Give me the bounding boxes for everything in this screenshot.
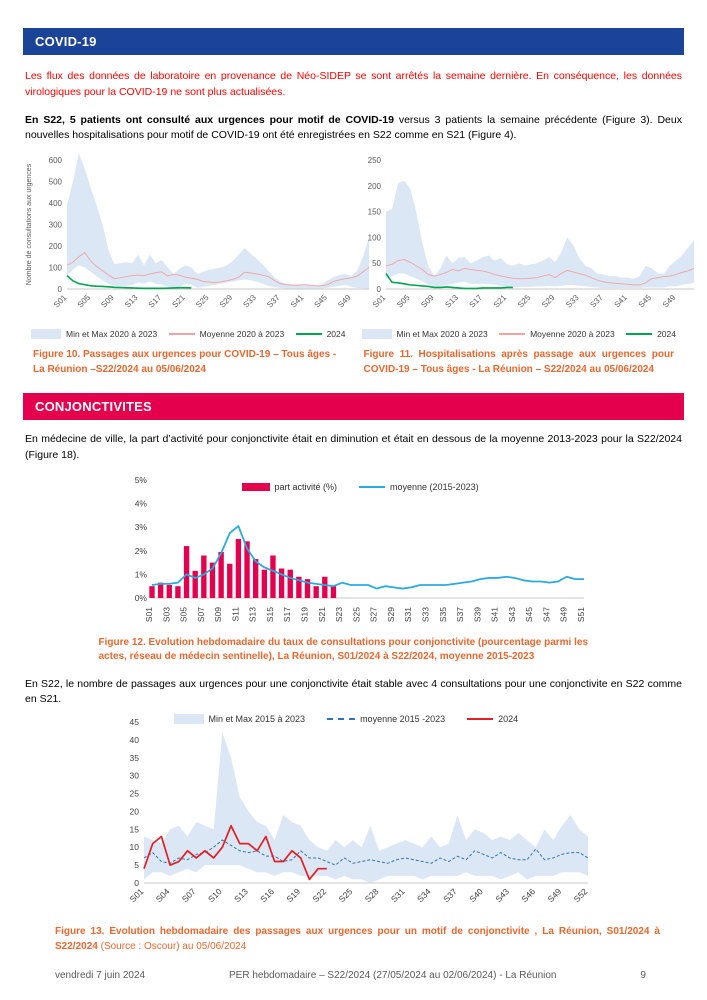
x-tick-label: S49: [558, 606, 569, 622]
y-tick-label: 2%: [134, 545, 147, 556]
y-tick-label: 25: [129, 788, 139, 799]
x-tick-label: S47: [540, 606, 551, 622]
footer-date: vendredi 7 juin 2024: [55, 970, 146, 981]
line-swatch-icon: [169, 333, 195, 335]
x-tick-label: S13: [123, 293, 140, 310]
figure-11-block: [354, 152, 685, 377]
legend-item: [242, 482, 338, 492]
y-tick-label: 30: [129, 770, 139, 781]
x-tick-label: S33: [241, 293, 258, 310]
y-tick-label: 50: [371, 259, 381, 269]
x-tick-label: S31: [388, 886, 407, 905]
x-tick-label: S10: [205, 886, 224, 905]
figure-10-block: [23, 152, 354, 377]
footer-report-title: PER hebdomadaire – S22/2024 (27/05/2024 au 02/06/2024) - La Réunion: [229, 970, 557, 981]
figure-10-svg: [23, 152, 375, 327]
minmax-band: [144, 733, 588, 883]
x-tick-label: S05: [75, 293, 93, 310]
covid-charts-row: [23, 152, 684, 377]
covid-summary-rest: versus 3 patients la semaine précédente (Figure 3). Deux nouvelles hospitalisations pour motif de COVID-19 ont été enregistrées en S22 comme en S21 (Figure 4).: [25, 113, 682, 142]
minmax-band: [67, 154, 369, 289]
figure-11-caption: Figure 11. Hospitalisations après passage aux urgences pour COVID-19 – Tous âges - La Réunion – S22/2024 au 05/06/2024: [363, 349, 674, 375]
covid-section-title: COVID-19: [35, 34, 97, 49]
x-tick-label: S17: [281, 606, 292, 622]
figure-13-legend: [174, 714, 541, 724]
y-tick-label: 5%: [134, 474, 147, 485]
x-tick-label: S39: [471, 606, 482, 622]
x-tick-label: S40: [466, 886, 485, 905]
legend-label: 2024: [657, 329, 676, 339]
legend-item: [359, 482, 479, 492]
x-tick-label: S43: [492, 886, 511, 905]
x-tick-label: S19: [283, 886, 302, 905]
x-tick-label: S41: [612, 293, 629, 310]
x-tick-label: S09: [212, 606, 223, 622]
series-line: [152, 526, 584, 589]
x-tick-label: S11: [229, 606, 240, 621]
x-tick-label: S45: [312, 293, 329, 310]
x-tick-label: S37: [440, 886, 459, 905]
legend-item: [467, 714, 518, 724]
y-tick-label: 3%: [134, 521, 147, 532]
x-tick-label: S17: [467, 293, 484, 310]
figure-13-svg: [114, 714, 594, 919]
legend-label: 2024: [326, 329, 346, 339]
legend-item: [327, 714, 445, 724]
y-tick-label: 600: [48, 156, 62, 165]
x-tick-label: S07: [179, 886, 198, 905]
figure-13-chart: [114, 714, 594, 919]
y-tick-label: 100: [48, 263, 62, 273]
x-tick-label: S25: [194, 293, 211, 310]
x-tick-label: S09: [418, 293, 436, 310]
line-swatch-icon: [626, 333, 652, 335]
y-tick-label: 100: [367, 233, 381, 243]
y-tick-label: 0%: [134, 592, 147, 603]
legend-item: [362, 329, 488, 339]
x-tick-label: S13: [231, 886, 250, 905]
conjonctivites-urgences-text: En S22, le nombre de passages aux urgences pour une conjonctivite était stable avec 4 consultations pour une conjonctivite en S22 comme en S21.: [25, 677, 682, 706]
x-tick-label: S41: [288, 293, 306, 310]
y-tick-label: 200: [367, 181, 381, 191]
figure-11-legend: [354, 329, 685, 339]
figure-11-svg: [354, 152, 702, 327]
figure-12-chart: [114, 470, 594, 628]
x-tick-label: S05: [178, 606, 189, 622]
legend-label: moyenne 2015 -2023: [360, 714, 446, 724]
figure-12-legend: [242, 482, 501, 492]
line-swatch-icon: [499, 333, 525, 335]
bar: [149, 586, 154, 598]
band-swatch-icon: [362, 329, 392, 339]
conjonctivites-section-banner: [23, 393, 684, 420]
y-tick-label: 20: [129, 806, 139, 817]
band-swatch-icon: [174, 714, 204, 724]
y-tick-label: 200: [48, 242, 62, 251]
y-tick-label: 4%: [134, 498, 147, 509]
legend-label: Moyenne 2020 à 2023: [199, 329, 285, 339]
x-tick-label: S45: [523, 606, 534, 622]
x-tick-label: S25: [350, 606, 361, 622]
y-tick-label: 5: [133, 860, 139, 871]
y-tick-label: 400: [48, 199, 62, 208]
x-tick-label: S16: [257, 886, 276, 905]
legend-label: Moyenne 2020 à 2023: [530, 329, 615, 339]
bar: [313, 586, 318, 598]
y-tick-label: 40: [129, 734, 139, 745]
legend-item: [296, 329, 346, 339]
bar: [218, 551, 223, 597]
figure-10-chart: [23, 152, 354, 327]
x-tick-label: S01: [143, 606, 154, 622]
page-footer: [23, 970, 684, 981]
legend-item: [499, 329, 615, 339]
bar: [330, 586, 335, 598]
x-tick-label: S23: [333, 606, 344, 622]
y-tick-label: 15: [129, 824, 139, 835]
x-tick-label: S13: [442, 293, 460, 310]
x-tick-label: S46: [518, 886, 537, 905]
x-tick-label: S17: [146, 293, 164, 310]
x-tick-label: S01: [51, 293, 69, 310]
x-tick-label: S21: [491, 293, 508, 310]
x-tick-label: S43: [506, 606, 517, 622]
legend-label: part activité (%): [274, 481, 338, 492]
x-tick-label: S29: [217, 293, 235, 310]
x-tick-label: S19: [299, 606, 310, 622]
legend-item: [174, 714, 306, 724]
x-tick-label: S29: [539, 293, 557, 310]
y-tick-label: 0: [57, 285, 62, 294]
dash-swatch-icon: [327, 718, 355, 720]
x-tick-label: S41: [489, 606, 500, 622]
figure-12-block: [114, 470, 594, 628]
x-tick-label: S03: [160, 606, 171, 622]
line-swatch-icon: [359, 486, 385, 488]
covid-summary-bold: En S22, 5 patients ont consulté aux urgences pour motif de COVID-19: [25, 113, 394, 126]
figure-13-caption: [55, 925, 660, 954]
bar: [235, 539, 240, 598]
y-axis-label: Nombre de consultations aux urgences: [26, 163, 33, 286]
x-tick-label: S49: [336, 293, 353, 310]
y-tick-label: 10: [129, 842, 139, 853]
bar: [253, 559, 258, 598]
legend-label: 2024: [498, 714, 519, 724]
legend-item: [169, 329, 285, 339]
x-tick-label: S49: [660, 293, 677, 310]
band-swatch-icon: [31, 329, 61, 339]
x-tick-label: S49: [545, 886, 563, 905]
bar-swatch-icon: [242, 483, 270, 491]
x-tick-label: S33: [563, 293, 581, 310]
bar: [192, 570, 197, 597]
x-tick-label: S21: [170, 293, 187, 310]
y-tick-label: 300: [48, 220, 62, 230]
legend-item: [626, 329, 676, 339]
bar: [261, 569, 266, 597]
figure-11-chart: [354, 152, 685, 327]
bar: [322, 576, 327, 597]
x-tick-label: S52: [571, 886, 589, 905]
x-tick-label: S34: [414, 886, 433, 905]
footer-page-number: 9: [640, 970, 646, 981]
legend-label: Min et Max 2020 à 2023: [66, 329, 158, 339]
y-tick-label: 1%: [134, 568, 147, 579]
figure-10-caption: Figure 10. Passages aux urgences pour COVID-19 – Tous âges - La Réunion –S22/2024 au 05/06/2024: [33, 349, 337, 375]
y-tick-label: 250: [367, 156, 381, 165]
x-tick-label: S37: [265, 293, 282, 310]
bar: [227, 563, 232, 597]
figure-12-caption: Figure 12. Evolution hebdomadaire du taux de consultations pour conjonctivite (pourcentage parmi les actes, réseau de médecin sentinelle), La Réunion, S01/2024 à S22/2024, moyenne 2015-2023: [98, 636, 589, 662]
y-tick-label: 0: [376, 285, 381, 294]
y-tick-label: 500: [48, 177, 62, 187]
bar: [175, 586, 180, 598]
x-tick-label: S15: [264, 606, 275, 622]
line-swatch-icon: [467, 718, 493, 720]
minmax-band: [386, 181, 694, 288]
legend-label: Min et Max 2020 à 2023: [396, 329, 488, 339]
y-tick-label: 150: [367, 207, 381, 217]
y-tick-label: 35: [129, 752, 139, 763]
legend-label: moyenne (2015-2023): [390, 481, 479, 492]
covid-alert-text: Les flux des données de laboratoire en provenance de Néo-SIDEP se sont arrêtés la semaine dernière. En conséquence, les données virologiques pour la COVID-19 ne sont plus actualisées.: [25, 70, 682, 98]
x-tick-label: S37: [587, 293, 605, 310]
x-tick-label: S27: [368, 606, 379, 622]
x-tick-label: S33: [419, 606, 430, 622]
x-tick-label: S05: [394, 293, 412, 310]
x-tick-label: S13: [247, 606, 258, 622]
x-tick-label: S37: [454, 606, 465, 622]
covid-section-banner: [23, 28, 684, 55]
x-tick-label: S31: [402, 606, 413, 622]
bar: [287, 569, 292, 597]
covid-summary-text: [25, 113, 682, 145]
figure-12-svg: [114, 470, 594, 628]
legend-label: Min et Max 2015 à 2023: [208, 714, 306, 724]
x-tick-label: S21: [316, 606, 327, 622]
bar: [201, 555, 206, 597]
bar: [183, 546, 188, 598]
conjonctivites-section-title: CONJONCTIVITES: [35, 399, 152, 414]
line-swatch-icon: [296, 333, 322, 335]
x-tick-label: S25: [515, 293, 532, 310]
x-tick-label: S25: [336, 886, 354, 905]
x-tick-label: S51: [575, 606, 586, 622]
figure-13-caption-main: Figure 13. Evolution hebdomadaire des passages aux urgences pour un motif de conjonctivite , La Réunion, S01/2024 à S22/2024: [55, 926, 660, 952]
x-tick-label: S45: [636, 293, 653, 310]
y-tick-label: 45: [129, 717, 139, 727]
y-tick-label: 0: [133, 878, 139, 888]
x-tick-label: S35: [437, 606, 448, 622]
x-tick-label: S01: [370, 293, 387, 310]
x-tick-label: S29: [385, 606, 396, 622]
figure-13-block: [114, 714, 594, 919]
figure-13-caption-source: (Source : Oscour) au 05/06/2024: [100, 940, 247, 952]
x-tick-label: S04: [153, 886, 172, 905]
conjonctivites-ville-text: En médecine de ville, la part d’activité pour conjonctivite était en diminution et était en dessous de la moyenne 2013-2023 pour la S22/2024 (Figure 18).: [25, 433, 682, 461]
x-tick-label: S28: [362, 886, 380, 905]
legend-item: [31, 329, 157, 339]
bar: [270, 555, 275, 597]
x-tick-label: S07: [195, 606, 206, 622]
x-tick-label: S01: [127, 886, 145, 905]
bar: [166, 585, 171, 598]
x-tick-label: S09: [99, 293, 116, 310]
figure-10-legend: [23, 329, 354, 339]
x-tick-label: S22: [309, 886, 328, 905]
